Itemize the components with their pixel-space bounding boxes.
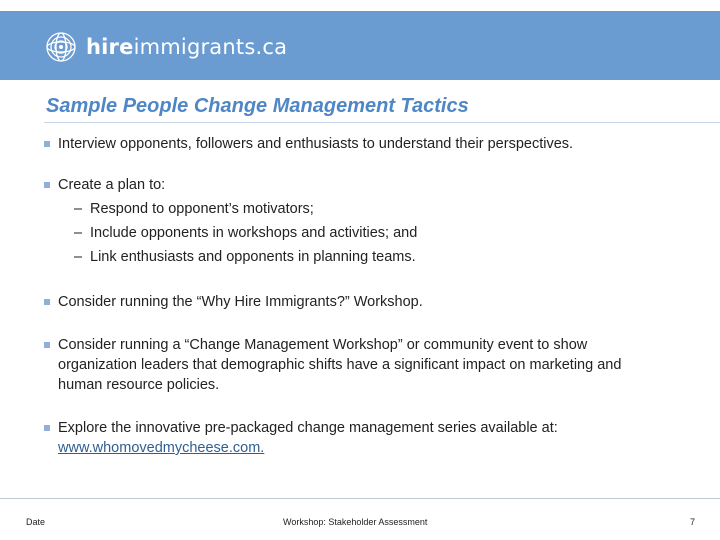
- bullet-square-icon: [44, 182, 50, 188]
- logo-text-regular: immigrants.ca: [133, 35, 288, 59]
- logo-text-bold: hire: [86, 35, 134, 59]
- footer-title: Workshop: Stakeholder Assessment: [283, 517, 428, 527]
- bullet-square-icon: [44, 141, 50, 147]
- bullet-item: [44, 418, 664, 458]
- page-number: 7: [690, 517, 696, 527]
- footer-divider: [0, 498, 720, 499]
- logo-text: [86, 35, 287, 59]
- bullet-item: [44, 335, 664, 395]
- dash-icon: –: [74, 201, 83, 217]
- sub-item-text: Link enthusiasts and opponents in planning teams.: [90, 249, 416, 265]
- logo: [44, 30, 287, 64]
- bullet-square-icon: [44, 342, 50, 348]
- bullet-text: Consider running the “Why Hire Immigrants?” Workshop.: [58, 294, 423, 310]
- sub-item-text: Include opponents in workshops and activities; and: [90, 225, 418, 241]
- bullet-text-content: Explore the innovative pre-packaged change management series available at:: [58, 420, 558, 436]
- dash-icon: –: [74, 225, 83, 241]
- bullet-item: [44, 175, 664, 195]
- cheese-link[interactable]: www.whomovedmycheese.com.: [58, 440, 265, 456]
- sub-item: [74, 199, 314, 219]
- slide-title: Sample People Change Management Tactics: [46, 95, 469, 117]
- bullet-item: [44, 134, 664, 154]
- bullet-text: [58, 418, 664, 458]
- footer-date: Date: [26, 517, 46, 527]
- bullet-square-icon: [44, 299, 50, 305]
- bullet-text: Interview opponents, followers and enthusiasts to understand their perspectives.: [58, 136, 574, 152]
- sub-item: [74, 223, 417, 243]
- bullet-item: [44, 292, 664, 312]
- sub-item-text: Respond to opponent’s motivators;: [90, 201, 314, 217]
- bullet-square-icon: [44, 425, 50, 431]
- globe-icon: [44, 30, 78, 64]
- sub-item: [74, 247, 416, 267]
- dash-icon: –: [74, 249, 83, 265]
- bullet-text: Consider running a “Change Management Workshop” or community event to show organization leaders that demographic shifts have a significant impact on marketing and human resource policies.: [58, 337, 622, 393]
- bullet-text: Create a plan to:: [58, 177, 166, 193]
- title-divider: [44, 122, 720, 123]
